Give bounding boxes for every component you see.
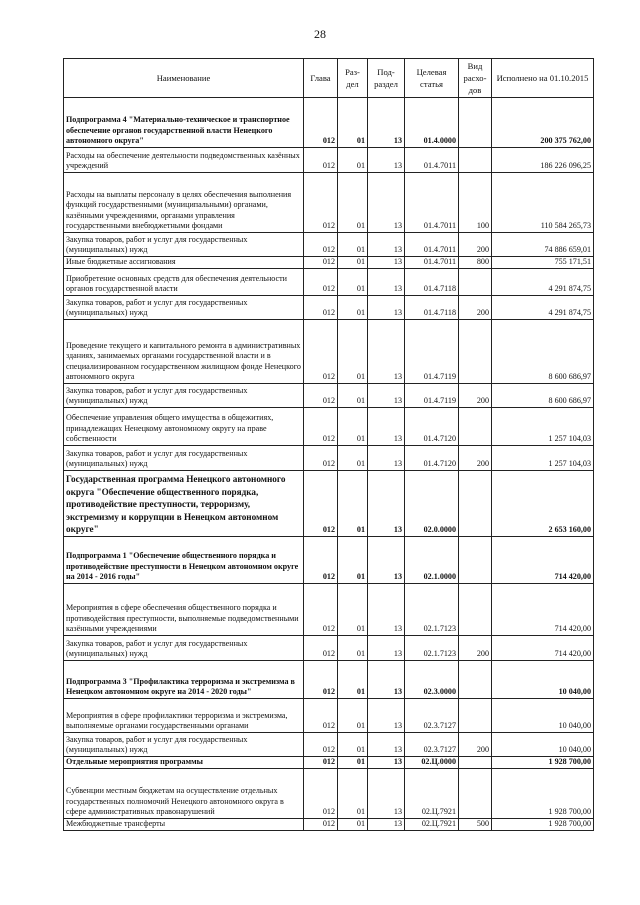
cell-kind [459, 757, 492, 769]
cell-section: 01 [338, 320, 368, 384]
cell-amount: 186 226 096,25 [492, 148, 594, 173]
cell-amount: 4 291 874,75 [492, 296, 594, 320]
cell-kind [459, 320, 492, 384]
table-row [64, 173, 594, 233]
cell-target: 02.Ц.7921 [405, 819, 459, 831]
table-row [64, 661, 594, 699]
cell-subsection: 13 [368, 98, 405, 148]
cell-kind: 200 [459, 384, 492, 408]
cell-chapter: 012 [304, 471, 338, 537]
cell-amount: 8 600 686,97 [492, 320, 594, 384]
cell-kind: 800 [459, 257, 492, 269]
cell-target: 01.4.7011 [405, 173, 459, 233]
cell-chapter: 012 [304, 733, 338, 757]
cell-amount: 2 653 160,00 [492, 471, 594, 537]
cell-section: 01 [338, 408, 368, 446]
cell-target: 01.4.7118 [405, 296, 459, 320]
cell-subsection: 13 [368, 233, 405, 257]
table-row [64, 320, 594, 384]
cell-amount: 1 928 700,00 [492, 757, 594, 769]
cell-amount: 755 171,51 [492, 257, 594, 269]
table-row [64, 584, 594, 636]
cell-chapter: 012 [304, 173, 338, 233]
cell-subsection: 13 [368, 769, 405, 819]
cell-amount: 714 420,00 [492, 584, 594, 636]
cell-subsection: 13 [368, 269, 405, 296]
cell-chapter: 012 [304, 257, 338, 269]
cell-section: 01 [338, 584, 368, 636]
table-row [64, 769, 594, 819]
cell-section: 01 [338, 173, 368, 233]
cell-section: 01 [338, 384, 368, 408]
cell-section: 01 [338, 446, 368, 471]
cell-target: 01.4.7120 [405, 408, 459, 446]
cell-subsection: 13 [368, 384, 405, 408]
cell-chapter: 012 [304, 233, 338, 257]
cell-chapter: 012 [304, 661, 338, 699]
cell-kind [459, 148, 492, 173]
cell-subsection: 13 [368, 537, 405, 584]
cell-section: 01 [338, 733, 368, 757]
cell-kind: 200 [459, 233, 492, 257]
cell-kind: 500 [459, 819, 492, 831]
table-row [64, 269, 594, 296]
cell-subsection: 13 [368, 148, 405, 173]
cell-section: 01 [338, 636, 368, 661]
cell-name: Мероприятия в сфере профилактики терроризма и экстремизма, выполняемые органами государственными органами [64, 699, 304, 733]
cell-target: 02.1.0000 [405, 537, 459, 584]
cell-name: Расходы на обеспечение деятельности подведомственных казённых учреждений [64, 148, 304, 173]
cell-kind [459, 471, 492, 537]
cell-name: Государственная программа Ненецкого автономного округа "Обеспечение общественного порядка, противодействие преступности, терроризму, экстремизму и коррупции в Ненецком автономном округе" [64, 471, 304, 537]
cell-section: 01 [338, 269, 368, 296]
cell-chapter: 012 [304, 699, 338, 733]
cell-subsection: 13 [368, 173, 405, 233]
cell-name: Закупка товаров, работ и услуг для государственных (муниципальных) нужд [64, 733, 304, 757]
cell-subsection: 13 [368, 733, 405, 757]
cell-name: Закупка товаров, работ и услуг для государственных (муниципальных) нужд [64, 384, 304, 408]
cell-name: Подпрограмма 4 "Материально-техническое и транспортное обеспечение органов государственной власти Ненецкого автономного округа" [64, 98, 304, 148]
cell-section: 01 [338, 699, 368, 733]
cell-chapter: 012 [304, 269, 338, 296]
table-row [64, 408, 594, 446]
cell-subsection: 13 [368, 296, 405, 320]
cell-target: 01.4.7011 [405, 257, 459, 269]
cell-target: 02.3.7127 [405, 699, 459, 733]
table-header-row [64, 59, 594, 98]
cell-target: 01.4.7120 [405, 446, 459, 471]
table-row [64, 699, 594, 733]
cell-kind [459, 584, 492, 636]
cell-name: Приобретение основных средств для обеспечения деятельности органов государственной власти [64, 269, 304, 296]
cell-name: Иные бюджетные ассигнования [64, 257, 304, 269]
cell-chapter: 012 [304, 320, 338, 384]
cell-chapter: 012 [304, 384, 338, 408]
cell-amount: 110 584 265,73 [492, 173, 594, 233]
cell-name: Закупка товаров, работ и услуг для государственных (муниципальных) нужд [64, 446, 304, 471]
cell-subsection: 13 [368, 757, 405, 769]
cell-kind [459, 269, 492, 296]
cell-amount: 10 040,00 [492, 699, 594, 733]
table-row [64, 537, 594, 584]
cell-amount: 1 928 700,00 [492, 769, 594, 819]
cell-name: Субвенции местным бюджетам на осуществление отдельных государственных полномочий Ненецкого автономного округа в сфере административных правонарушений [64, 769, 304, 819]
cell-target: 02.1.7123 [405, 584, 459, 636]
header-section: Раз-дел [338, 59, 368, 98]
cell-chapter: 012 [304, 819, 338, 831]
cell-amount: 74 886 659,01 [492, 233, 594, 257]
cell-name: Подпрограмма 3 "Профилактика терроризма и экстремизма в Ненецком автономном округе на 2014 - 2020 годы" [64, 661, 304, 699]
header-chapter: Глава [304, 59, 338, 98]
table-row [64, 148, 594, 173]
cell-chapter: 012 [304, 537, 338, 584]
cell-name: Подпрограмма 1 "Обеспечение общественного порядка и противодействие преступности в Ненецком автономном округе на 2014 - 2016 годы" [64, 537, 304, 584]
cell-subsection: 13 [368, 320, 405, 384]
table-row [64, 233, 594, 257]
cell-amount: 8 600 686,97 [492, 384, 594, 408]
cell-target: 02.1.7123 [405, 636, 459, 661]
cell-section: 01 [338, 148, 368, 173]
cell-subsection: 13 [368, 408, 405, 446]
cell-kind [459, 408, 492, 446]
cell-kind [459, 98, 492, 148]
cell-kind [459, 769, 492, 819]
table-row [64, 636, 594, 661]
cell-chapter: 012 [304, 148, 338, 173]
cell-amount: 200 375 762,00 [492, 98, 594, 148]
cell-chapter: 012 [304, 769, 338, 819]
cell-chapter: 012 [304, 98, 338, 148]
table-row [64, 757, 594, 769]
cell-subsection: 13 [368, 446, 405, 471]
page-number: 28 [314, 27, 326, 41]
cell-subsection: 13 [368, 661, 405, 699]
cell-section: 01 [338, 296, 368, 320]
table-row [64, 384, 594, 408]
cell-target: 02.3.7127 [405, 733, 459, 757]
cell-amount: 714 420,00 [492, 537, 594, 584]
cell-chapter: 012 [304, 296, 338, 320]
header-subsection: Под-раздел [368, 59, 405, 98]
table-row [64, 98, 594, 148]
header-name: Наименование [64, 59, 304, 98]
cell-section: 01 [338, 769, 368, 819]
cell-target: 01.4.7119 [405, 320, 459, 384]
budget-table [63, 58, 594, 831]
cell-name: Закупка товаров, работ и услуг для государственных (муниципальных) нужд [64, 296, 304, 320]
cell-name: Мероприятия в сфере обеспечения общественного порядка и противодействия преступности, выполняемые подведомственными казёнными учреждениями [64, 584, 304, 636]
cell-name: Межбюджетные трансферты [64, 819, 304, 831]
cell-name: Расходы на выплаты персоналу в целях обеспечения выполнения функций государственными (муниципальными) органами, казёнными учреждениями, органами управления государственными внебюджетными фондами [64, 173, 304, 233]
cell-kind [459, 699, 492, 733]
cell-kind: 200 [459, 446, 492, 471]
table-row [64, 819, 594, 831]
table-row [64, 296, 594, 320]
cell-section: 01 [338, 819, 368, 831]
cell-kind: 200 [459, 733, 492, 757]
cell-amount: 10 040,00 [492, 661, 594, 699]
cell-kind: 200 [459, 636, 492, 661]
cell-amount: 1 257 104,03 [492, 408, 594, 446]
cell-name: Закупка товаров, работ и услуг для государственных (муниципальных) нужд [64, 636, 304, 661]
header-target: Целевая статья [405, 59, 459, 98]
cell-section: 01 [338, 661, 368, 699]
table-row [64, 471, 594, 537]
cell-subsection: 13 [368, 471, 405, 537]
cell-target: 01.4.7118 [405, 269, 459, 296]
table-row [64, 257, 594, 269]
cell-target: 01.4.7011 [405, 148, 459, 173]
table-row [64, 446, 594, 471]
cell-kind: 100 [459, 173, 492, 233]
header-executed: Исполнено на 01.10.2015 [492, 59, 594, 98]
cell-target: 01.4.7119 [405, 384, 459, 408]
cell-chapter: 012 [304, 408, 338, 446]
cell-subsection: 13 [368, 257, 405, 269]
cell-amount: 1 257 104,03 [492, 446, 594, 471]
cell-section: 01 [338, 537, 368, 584]
cell-subsection: 13 [368, 584, 405, 636]
cell-section: 01 [338, 471, 368, 537]
cell-section: 01 [338, 98, 368, 148]
cell-name: Обеспечение управления общего имущества в общежитиях, принадлежащих Ненецкому автономному округу на праве собственности [64, 408, 304, 446]
cell-amount: 10 040,00 [492, 733, 594, 757]
cell-target: 02.3.0000 [405, 661, 459, 699]
cell-chapter: 012 [304, 636, 338, 661]
cell-target: 02.0.0000 [405, 471, 459, 537]
cell-name: Закупка товаров, работ и услуг для государственных (муниципальных) нужд [64, 233, 304, 257]
cell-name: Проведение текущего и капитального ремонта в административных зданиях, занимаемых органами государственной власти и в специализированном государственном жилищном фонде Ненецкого автономного округа [64, 320, 304, 384]
cell-target: 02.Ц.0000 [405, 757, 459, 769]
cell-target: 02.Ц.7921 [405, 769, 459, 819]
cell-subsection: 13 [368, 636, 405, 661]
cell-subsection: 13 [368, 699, 405, 733]
cell-chapter: 012 [304, 757, 338, 769]
cell-target: 01.4.0000 [405, 98, 459, 148]
cell-chapter: 012 [304, 446, 338, 471]
cell-amount: 4 291 874,75 [492, 269, 594, 296]
cell-chapter: 012 [304, 584, 338, 636]
cell-kind [459, 661, 492, 699]
header-kind: Вид расхо-дов [459, 59, 492, 98]
cell-section: 01 [338, 757, 368, 769]
cell-kind: 200 [459, 296, 492, 320]
cell-target: 01.4.7011 [405, 233, 459, 257]
cell-subsection: 13 [368, 819, 405, 831]
cell-amount: 1 928 700,00 [492, 819, 594, 831]
table-row [64, 733, 594, 757]
cell-amount: 714 420,00 [492, 636, 594, 661]
cell-name: Отдельные мероприятия программы [64, 757, 304, 769]
cell-section: 01 [338, 257, 368, 269]
cell-section: 01 [338, 233, 368, 257]
cell-kind [459, 537, 492, 584]
